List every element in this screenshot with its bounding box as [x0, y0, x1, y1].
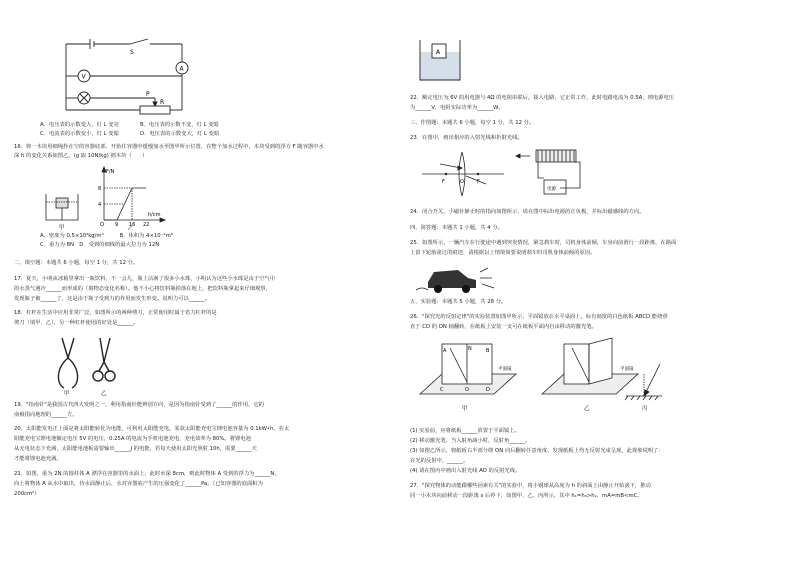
svg-text:O: O: [460, 179, 464, 185]
q16-line-1: 16．将一木块用细绳拴在空的容器底部，开始往容器中缓慢加水至图甲所示位置，在整个加水过程中，木块受到的浮力 F 随容器中水: [14, 144, 324, 150]
q20-line-4: 才能将锂电池充满。: [14, 456, 62, 462]
q18-line-1: 18．杠杆在生活中应用非常广泛，如图所示的两种剪刀，正常使用时属于省力杠杆的是: [14, 310, 217, 316]
section-5-title: 五、实验题：本题共 5 小题，共 28 分。: [410, 299, 507, 305]
svg-text:C: C: [440, 387, 444, 393]
svg-text:丙: 丙: [642, 406, 648, 412]
svg-text:O: O: [465, 387, 469, 393]
slider-label: P: [146, 91, 150, 98]
svg-text:A: A: [436, 49, 441, 56]
q17-line-2: 的水蒸气遇冷______而形成的（填物态变化名称）。他不小心将饮料瓶掉落在地上，把饮料瓶拿起来仔细观察，: [14, 286, 271, 292]
q26-line-2: 直于 CD 的 ON 轴翻转，在纸板上安装一支可在纸板平面内自由移动的激光笔。: [410, 324, 597, 330]
section-4-title: 四、简答题：本题共 1 小题，共 4 分。: [410, 225, 503, 231]
q21-line-1: 21．如图，重为 2N 的圆柱体 A 漂浮在容器里的水面上，此时水深 8cm，则此时物体 A 受到的浮力为______N，: [14, 471, 280, 477]
voltmeter-label: V: [81, 73, 86, 81]
q21-line-2: 向上将物体 A 从水中取出，待水面静止后，水对容器底产生的压强变化了______Pa。（已知容器的底面积为: [14, 481, 263, 487]
q24-text: 24．闭合开关，小磁针静止时的指向如图所示，请在图中标出电源的正负极，并标出磁感线的方向。: [410, 209, 645, 215]
q26-line-1: 26．"探究光的反射定律"的实验装置如图甲所示，平面镜放在水平桌面上，标有刻度的白色纸板 ABCD 能绕垂: [410, 314, 668, 320]
q22-line-1: 22．额定电压为 6V 的用电器与 4Ω 的电阻串联后，接入电路，它正常工作，此时电路电流为 0.5A，则电源电压: [410, 95, 675, 101]
q20-line-1: 20．太阳能发电正上面是将太阳能转化为电能，可利用太阳能充电。某款太阳能充电宝锂电池容量为 0.1kW•h，在太: [14, 426, 290, 432]
svg-text:A: A: [443, 348, 447, 354]
q19-line-2: 南极指向地理的______方。: [14, 412, 78, 418]
q27-line-1: 27．"探究物体的动能跟哪些因素有关"的实验中，将小钢球从高度为 h 的斜面上由静止开始滚下，推动: [410, 483, 651, 489]
q18-line-2: 剪刀（填甲、乙），另一种杠杆使用的好处是______。: [14, 320, 139, 326]
svg-text:16: 16: [129, 222, 136, 228]
svg-text:h/cm: h/cm: [148, 212, 161, 218]
q21-line-3: 200cm²）: [14, 491, 40, 497]
svg-text:4: 4: [98, 202, 102, 208]
svg-text:乙: 乙: [584, 406, 590, 412]
left-column: [14, 0, 410, 562]
svg-text:9: 9: [115, 222, 119, 228]
q15-option-b: B．电压表的示数不变，灯 L 变暗: [140, 122, 219, 128]
section-2-title: 二、填空题：本题共 6 小题，每空 1 分，共 12 分。: [14, 260, 139, 266]
q20-line-3: 从无电状态下充满，太阳能电池板需要输出______J 的电能，若每天使用太阳光照射 10h，需要______天: [14, 446, 257, 452]
svg-text:平面镜: 平面镜: [620, 367, 634, 372]
svg-text:D: D: [486, 387, 490, 393]
q26-sub-1: (1) 实验前，应将纸板______放置于平面镜上。: [410, 428, 520, 434]
svg-text:O: O: [100, 222, 104, 228]
svg-text:B: B: [486, 348, 490, 354]
q25-line-1: 25．如图所示，一辆汽车在行驶途中遇到突发情况，紧急刹车时，司机身体前倾，车身向前滑行一段距离，在路面: [410, 240, 677, 246]
switch-label: S: [130, 49, 134, 56]
circuit-diagram: [60, 38, 205, 120]
q16-line-2: 深 h 的变化关系如图乙，(g 取 10N/kg) 则木块（ ）: [14, 153, 148, 159]
q26-sub-3b: 在光的反射中，______。: [410, 458, 469, 464]
section-3-title: 三、作图题：本题共 6 小题，每空 1 分，共 12 分。: [410, 120, 535, 126]
q16-options-cd: C．重力为 8N D．受到的细线的最大拉力为 12N: [40, 242, 160, 248]
svg-text:平面镜: 平面镜: [498, 367, 512, 372]
ammeter-label: A: [179, 65, 184, 73]
q17-line-3: 发现瓶子被______了，这是由于瓶子受到力的作用而发生形变。说明力可以______。: [14, 296, 210, 302]
q26-sub-2: (2) 移动激光笔，当入射角减小时，反射角______。: [410, 438, 531, 444]
svg-text:F: F: [442, 179, 445, 185]
q23-text: 23．在图中，画出相应的入射光线和折射光线。: [410, 135, 523, 141]
rheostat-label: R: [160, 99, 165, 106]
svg-text:乙: 乙: [128, 226, 134, 230]
svg-text:甲: 甲: [462, 406, 468, 412]
svg-text:乙: 乙: [101, 391, 107, 396]
q20-line-2: 阳能充电宝锂电池额定电压 5V 的电压，0.25A 的电流为手机电池充电，充电效率为 80%。将锂电池: [14, 436, 251, 442]
q26-sub-4: (4) 请在图丙中画出入射光线 AO 的反射光线。: [410, 468, 521, 474]
svg-text:F: F: [477, 179, 480, 185]
svg-text:22: 22: [143, 222, 150, 228]
q26-sub-3: (3) 如图乙所示，将纸板右半部分绕 ON 向后翻转任意角度，发现纸板上均无反射光束呈现，此现象说明了：: [410, 448, 664, 454]
q23-q24-figure: [420, 144, 610, 208]
q16-options-ab: A．密度为 0.5×10³kg/m³ B．体积为 4×10⁻⁴m³: [40, 233, 173, 239]
svg-text:电源: 电源: [547, 187, 556, 192]
svg-text:F/N: F/N: [106, 169, 115, 175]
q15-option-c: C．电流表的示数变小，灯 L 变暗: [40, 131, 119, 137]
scissors-figure: [52, 334, 142, 396]
q16-figure: [44, 164, 184, 230]
q27-line-2: 同一小木块向前移动一段距离 s 后停下，如图甲、乙、丙所示，其中 h₁=h₃>h₂，mA=mB<mC。: [410, 493, 643, 499]
braking-car-figure: [414, 262, 500, 296]
q21-container-figure: [418, 38, 464, 82]
q15-option-d: D．电压表的示数变大，灯 L 变暗: [140, 131, 220, 137]
q17-line-1: 17．夏天，小明从冰箱里拿出一瓶饮料，不一会儿，瓶上沾满了很多小水珠，小明认为这些小水珠是由于空气中: [14, 276, 275, 282]
q15-option-ab: A．电压表的示数变大，灯 L 变亮: [40, 122, 119, 128]
svg-text:甲: 甲: [59, 225, 65, 230]
q22-line-2: 为______V，电阻实际功率为______W。: [410, 105, 504, 111]
right-column: [410, 0, 780, 562]
q25-line-2: 上留下轮胎滚过的痕迹，请根据以上情境简要说明刹车时司机身体前倾的原因。: [410, 250, 596, 256]
svg-text:8: 8: [98, 186, 102, 192]
svg-text:N: N: [468, 346, 472, 352]
reflection-figures: [416, 334, 666, 414]
svg-text:甲: 甲: [64, 391, 70, 396]
q19-line-1: 19．"指南针"是我国古代四大发明之一，利用指南针能辨别方向，是因为指南针受到了______的作用，它的: [14, 402, 264, 408]
